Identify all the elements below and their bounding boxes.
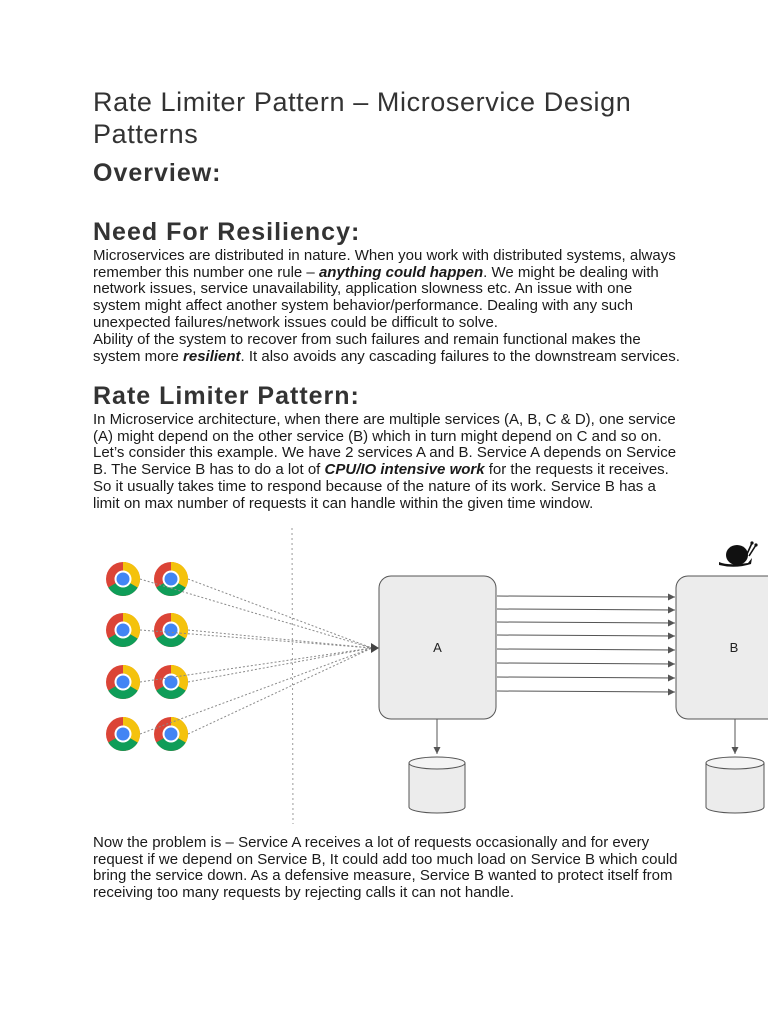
problem-paragraph: Now the problem is – Service A receives a lot of requests occasionally and for every request if we depend on Service B, It could add too much load on Service B which could bring the service down. As a defensive measure, Service B wanted to protect itself from receiving too many requests by rejecting calls it can not handle. [93, 834, 678, 902]
snail-icon [719, 541, 758, 566]
architecture-diagram [0, 526, 768, 826]
chrome-browser-icon [154, 562, 188, 596]
chrome-browser-icon [154, 665, 188, 699]
service-b-box [676, 576, 768, 719]
database-icon [706, 757, 764, 813]
chrome-browser-icon [106, 717, 140, 751]
page-title: Rate Limiter Pattern – Microservice Design Patterns [93, 87, 632, 149]
rate-limiter-text-b: for the requests it receives. So it usually takes time to respond because of the nature of its work. Service B has a limit on max number of requests it can handle within the given time window. [93, 461, 669, 512]
resiliency-paragraph-2 [93, 332, 683, 365]
incoming-arrow-head [371, 643, 379, 653]
resiliency-p1-text-a: Microservices are distributed in nature. When you work with distributed systems, always remember this number one rule – [93, 247, 676, 281]
service-b-label: B [729, 640, 739, 655]
chrome-browser-icon [106, 562, 140, 596]
network-boundary-line [292, 528, 293, 824]
resiliency-p1-text-b: . We might be dealing with network issues, service unavailability, application slowness etc. An issue with one system might affect another system behavior/performance. Dealing with any such unexpected failures/network issues could be difficult to solve. [93, 263, 659, 331]
chrome-browser-icon [154, 613, 188, 647]
resiliency-p1-emphasis: anything could happen [318, 263, 484, 281]
rate-limiter-text-a: In Microservice architecture, when there are multiple services (A, B, C & D), one service (A) might depend on the other service (B) which in turn might depend on C and so on. Let’s consider this example. We have 2 services A and B. Service A depends on Service B. The Service B has to do a lot of [93, 411, 677, 479]
resiliency-heading: Need For Resiliency: [93, 218, 361, 246]
rate-limiter-emphasis: CPU/IO intensive work [324, 461, 485, 479]
rate-limiter-paragraph [93, 412, 683, 512]
service-a-to-b-calls [497, 596, 675, 692]
database-icon [409, 757, 465, 813]
resiliency-paragraph-1 [93, 248, 683, 332]
overview-heading: Overview: [93, 159, 222, 187]
resiliency-p2-text-a: Ability of the system to recover from such failures and remain functional makes the system more [93, 331, 641, 365]
service-a-label: A [433, 640, 442, 655]
chrome-browser-icon [106, 613, 140, 647]
client-request-lines [140, 579, 372, 734]
chrome-browser-icon [106, 665, 140, 699]
resiliency-p2-text-b: . It also avoids any cascading failures to the downstream services. [240, 347, 680, 365]
rate-limiter-heading: Rate Limiter Pattern: [93, 382, 360, 410]
resiliency-p2-emphasis: resilient [183, 347, 241, 365]
